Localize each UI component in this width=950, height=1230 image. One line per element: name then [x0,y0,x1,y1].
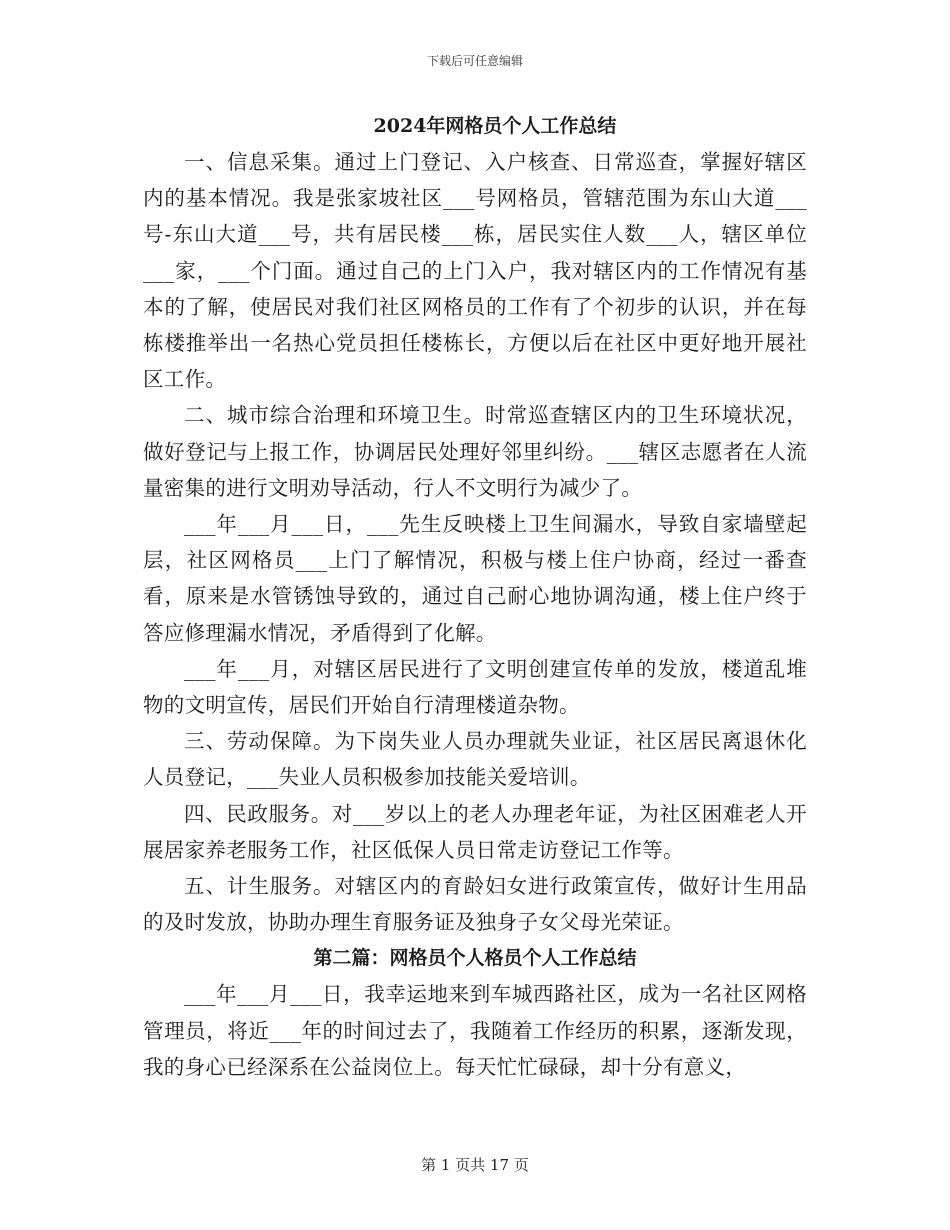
paragraph: 五、计生服务。对辖区内的育龄妇女进行政策宣传，做好计生用品的及时发放，协助办理生育服务证及独身子女父母光荣证。 [143,874,807,935]
paragraph: ___年___月___日，我幸运地来到车城西路社区，成为一名社区网格管理员，将近___年的时间过去了，我随着工作经历的积累，逐渐发现，我的身心已经深系在公益岗位上。每天忙忙碌碌，却十分有意义， [143,982,807,1079]
header-note: 下载后可任意编辑 [426,54,523,68]
paragraph: 四、民政服务。对___岁以上的老人办理老年证，为社区困难老人开展居家养老服务工作，社区低保人员日常走访登记工作等。 [143,801,807,862]
paragraph: 二、城市综合治理和环境卫生。时常巡查辖区内的卫生环境状况，做好登记与上报工作，协调居民处理好邻里纠纷。___辖区志愿者在人流量密集的进行文明劝导活动，行人不文明行为减少了。 [143,403,807,500]
paragraph: ___年___月，对辖区居民进行了文明创建宣传单的发放，楼道乱堆物的文明宣传，居民们开始自行清理楼道杂物。 [143,656,807,718]
section-title: 第二篇：网格员个人格员个人工作总结 [313,947,637,970]
page-number: 第 1 页共 17 页 [421,1156,529,1174]
document-title: 2024年网格员个人工作总结 [373,115,617,137]
paragraph: 一、信息采集。通过上门登记、入户核查、日常巡查，掌握好辖区内的基本情况。我是张家坡社区___号网格员，管辖范围为东山大道___号-东山大道___号，共有居民楼___栋，居民实住人数___人，辖区单位___家，___个门面。通过自己的上门入户，我对辖区内的工作情况有基本的了解，使居民对我们社区网格员的工作有了个初步的认识，并在每栋楼推举出一名热心党员担任楼栋长，方便以后在社区中更好地开展社区工作。 [143,150,807,392]
document-body [143,108,807,1085]
paragraph: ___年___月___日，___先生反映楼上卫生间漏水，导致自家墙壁起层，社区网格员___上门了解情况，积极与楼上住户协商，经过一番查看，原来是水管锈蚀导致的，通过自己耐心地协调沟通，楼上住户终于答应修理漏水情况，矛盾得到了化解。 [143,512,807,645]
paragraph: 三、劳动保障。为下岗失业人员办理就失业证，社区居民离退休化人员登记，___失业人员积极参加技能关爱培训。 [143,729,807,790]
